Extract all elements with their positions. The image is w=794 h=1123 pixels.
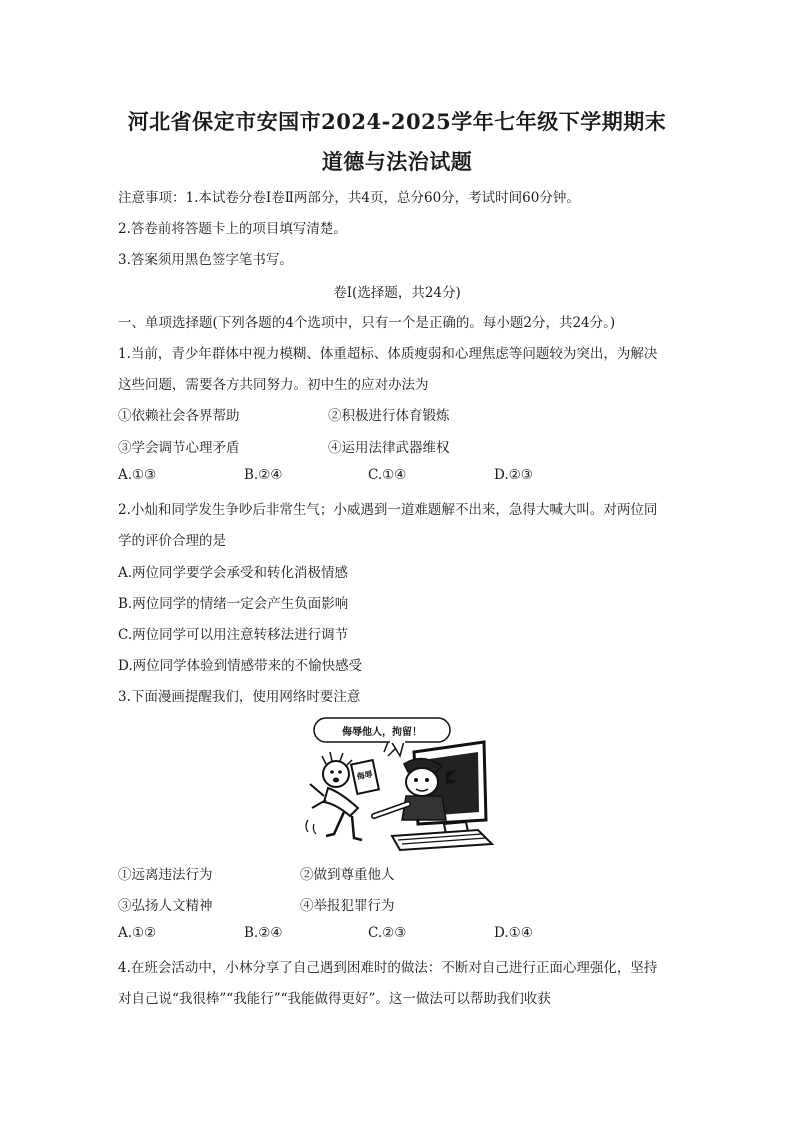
section-instructions: 一、单项选择题(下列各题的4个选项中，只有一个是正确的。每小题2分，共24分。) (118, 315, 616, 331)
q2-choice-a: A.两位同学要学会承受和转化消极情感 (118, 565, 349, 581)
q2-choice-c: C.两位同学可以用注意转移法进行调节 (118, 627, 349, 643)
exam-title: 河北省保定市安国市2024-2025学年七年级下学期期末 (127, 109, 667, 134)
police-officer (374, 758, 446, 820)
note-line-3: 3.答案须用黑色签字笔书写。 (118, 252, 293, 268)
q2-choice-b: B.两位同学的情绪一定会产生负面影响 (118, 596, 349, 612)
q1-statement-2: ②积极进行体育锻炼 (328, 408, 450, 424)
exam-subtitle: 道德与法治试题 (321, 149, 473, 174)
q3-statement-4: ④举报犯罪行为 (300, 898, 395, 914)
q2-stem-line-2: 学的评价合理的是 (118, 533, 226, 549)
q3-stem-line-1: 3.下面漫画提醒我们，使用网络时要注意 (118, 689, 361, 705)
cartoon-image (296, 712, 496, 852)
cartoon-illustration (296, 712, 496, 852)
q1-choice-b: B.②④ (244, 467, 283, 483)
badge-text: 侮辱 (355, 769, 374, 782)
q1-statement-1: ①依赖社会各界帮助 (118, 408, 240, 424)
q1-statement-4: ④运用法律武器维权 (328, 440, 450, 456)
badge-sign (351, 760, 379, 794)
q1-stem-line-2: 这些问题，需要各方共同努力。初中生的应对办法为 (118, 377, 429, 393)
q1-stem-line-1: 1.当前，青少年群体中视力模糊、体重超标、体质瘦弱和心理焦虑等问题较为突出，为解决 (118, 346, 658, 362)
speech-text: 侮辱他人，拘留！ (342, 727, 422, 738)
keyboard (392, 830, 492, 850)
q2-stem-line-1: 2.小灿和同学发生争吵后非常生气；小威遇到一道难题解不出来，急得大喊大叫。对两位同 (118, 502, 658, 518)
q3-choice-b: B.②④ (244, 925, 283, 941)
q3-choice-d: D.①④ (494, 925, 533, 941)
q3-statement-1: ①远离违法行为 (118, 867, 213, 883)
q1-choice-d: D.②③ (494, 467, 533, 483)
q3-choice-c: C.②③ (368, 925, 407, 941)
q1-choice-c: C.①④ (368, 467, 407, 483)
q3-statement-2: ②做到尊重他人 (300, 867, 395, 883)
note-line-2: 2.答卷前将答题卡上的项目填写清楚。 (118, 221, 347, 237)
q3-choice-a: A.①② (118, 925, 157, 941)
q1-statement-3: ③学会调节心理矛盾 (118, 440, 240, 456)
q1-choice-a: A.①③ (118, 467, 157, 483)
q3-statement-3: ③弘扬人文精神 (118, 898, 213, 914)
q4-stem-line-1: 4.在班会活动中，小林分享了自己遇到困难时的做法：不断对自己进行正面心理强化，坚持 (118, 960, 658, 976)
note-line-1: 注意事项：1.本试卷分卷Ⅰ卷Ⅱ两部分，共4页，总分60分，考试时间60分钟。 (118, 190, 580, 206)
q2-choice-d: D.两位同学体验到情感带来的不愉快感受 (118, 658, 363, 674)
volume-title: 卷Ⅰ(选择题，共24分) (333, 285, 461, 301)
q4-stem-line-2: 对自己说“我很棒”“我能行”“我能做得更好”。这一做法可以帮助我们收获 (118, 991, 551, 1007)
